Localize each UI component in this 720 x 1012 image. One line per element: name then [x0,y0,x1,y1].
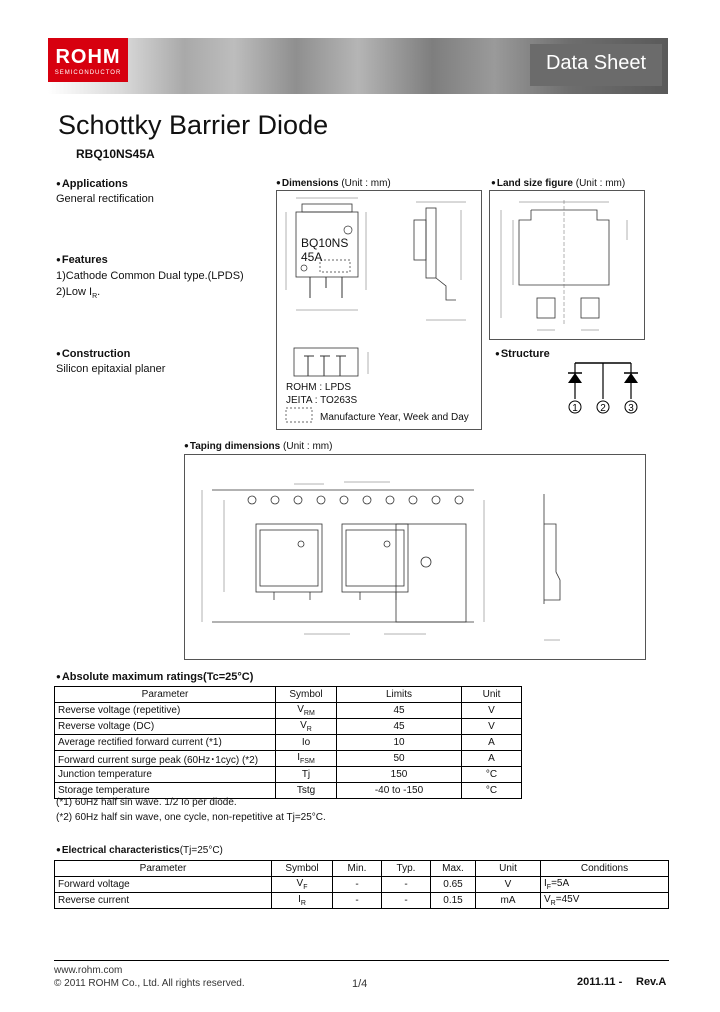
elec-col-typ: Typ. [382,861,431,877]
table-row [55,735,522,751]
elec-cond [541,893,669,909]
elec-typ: - [382,893,431,909]
abs-max-symbol-sub: R [306,726,312,733]
table-row [55,751,522,767]
dimensions-marking2: 45A [301,250,323,264]
features-line2-sub: R [92,293,98,301]
footer-page: 1/4 [352,978,368,990]
abs-max-unit: °C [462,767,522,783]
features-line1: 1)Cathode Common Dual type.(LPDS) [56,270,244,282]
abs-max-symbol [276,719,337,735]
abs-max-symbol [276,783,337,799]
abs-max-limit: 45 [337,719,462,735]
abs-max-symbol-sub: RM [303,710,315,717]
elec-cond-post: =45V [555,894,580,905]
structure-pin-3: 3 [628,403,634,414]
abs-max-param: Reverse voltage (repetitive) [55,703,276,719]
features-heading-text: Features [61,254,108,266]
abs-max-symbol [276,703,337,719]
applications-heading-text: Applications [61,178,128,190]
elec-max: 0.65 [431,877,476,893]
features-heading [56,254,108,266]
footer-date: 2011.11 - [577,976,623,988]
abs-max-unit: V [462,719,522,735]
abs-max-symbol-base: Io [301,737,311,748]
logo-main: ROHM [55,46,121,68]
elec-header-row [55,861,669,877]
abs-max-limit: 10 [337,735,462,751]
elec-heading-text: Electrical characteristics [61,845,180,856]
table-row [55,767,522,783]
elec-col-symbol: Symbol [272,861,333,877]
abs-max-unit: °C [462,783,522,799]
elec-col-parameter: Parameter [55,861,272,877]
construction-text: Silicon epitaxial planer [56,363,166,375]
elec-symbol-base: V [296,878,304,889]
structure-heading-text: Structure [500,348,550,360]
abs-max-limit: 150 [337,767,462,783]
elec-param: Reverse current [55,893,272,909]
land-size-heading-text: Land size figure [496,178,573,189]
abs-max-note1: (*1) 60Hz half sin wave. 1/2 Io per diode. [56,797,237,808]
abs-max-header-row [55,687,522,703]
abs-max-unit: A [462,735,522,751]
table-row [55,719,522,735]
taping-unit: (Unit : mm) [283,441,333,452]
abs-max-symbol [276,751,337,767]
abs-max-limit: 45 [337,703,462,719]
dimensions-heading [276,178,391,189]
abs-max-symbol [276,735,337,751]
abs-max-symbol-base: V [300,720,307,731]
elec-min: - [333,893,382,909]
elec-heading [56,845,223,856]
doc-type: Data Sheet [545,52,647,74]
elec-col-max: Max. [431,861,476,877]
footer-url[interactable]: www.rohm.com [54,965,123,976]
part-number: RBQ10NS45A [76,147,155,161]
features-line2-suffix: . [97,286,101,298]
taping-heading-text: Taping dimensions [189,441,281,452]
abs-max-unit: V [462,703,522,719]
land-size-heading [491,178,625,189]
page-title: Schottky Barrier Diode [58,110,329,140]
abs-max-param: Forward current surge peak (60Hz･1cyc) (*2) [55,751,276,767]
elec-cond-sub: R [550,900,556,907]
elec-unit: V [476,877,541,893]
elec-cond-pre: I [544,878,547,889]
applications-heading [56,178,128,190]
elec-symbol-sub: F [303,884,308,891]
taping-drawing [184,454,646,660]
dimensions-rohm: ROHM : LPDS [286,382,352,393]
elec-cond-post: =5A [551,878,570,889]
abs-max-col-parameter: Parameter [55,687,276,703]
construction-heading-text: Construction [61,348,131,360]
structure-heading [495,348,550,360]
elec-cond [541,877,669,893]
abs-max-col-limits: Limits [337,687,462,703]
abs-max-symbol-sub: FSM [300,758,315,765]
abs-max-symbol-base: V [297,704,304,715]
logo-sub: SEMICONDUCTOR [54,70,122,76]
abs-max-param: Reverse voltage (DC) [55,719,276,735]
abs-max-table [54,686,522,799]
dimensions-unit: (Unit : mm) [341,178,391,189]
abs-max-symbol [276,767,337,783]
table-row [55,703,522,719]
abs-max-param: Junction temperature [55,767,276,783]
elec-max: 0.15 [431,893,476,909]
elec-condition: (Tj=25°C) [179,845,223,856]
rohm-logo [48,38,128,82]
features-line2-prefix: 2)Low I [56,286,93,298]
footer-rev: Rev.A [636,976,667,988]
taping-heading [184,441,332,452]
footer-divider [54,960,669,961]
structure-pin-1: 1 [572,403,578,414]
elec-param: Forward voltage [55,877,272,893]
abs-max-param: Storage temperature [55,783,276,799]
abs-max-col-unit: Unit [462,687,522,703]
applications-text: General rectification [56,193,154,205]
structure-diagram [557,361,647,421]
abs-max-col-symbol: Symbol [276,687,337,703]
elec-table [54,860,669,909]
abs-max-note2: (*2) 60Hz half sin wave, one cycle, non-repetitive at Tj=25°C. [56,812,326,823]
dimensions-legend: Manufacture Year, Week and Day [320,412,469,423]
abs-max-symbol-base: I [297,752,300,763]
land-size-unit: (Unit : mm) [575,178,626,189]
elec-symbol [272,893,333,909]
abs-max-param: Average rectified forward current (*1) [55,735,276,751]
elec-col-unit: Unit [476,861,541,877]
dimensions-marking1: BQ10NS [301,236,349,250]
construction-heading [56,348,130,360]
footer-copyright: © 2011 ROHM Co., Ltd. All rights reserved. [54,978,245,989]
table-row [55,877,669,893]
elec-symbol-base: I [298,894,301,905]
abs-max-symbol-base: Tstg [296,785,316,796]
dimensions-jeita: JEITA : TO263S [286,395,358,406]
elec-symbol-sub: R [300,900,306,907]
abs-max-limit: 50 [337,751,462,767]
elec-min: - [333,877,382,893]
land-size-drawing [489,190,645,340]
elec-cond-sub: F [546,884,552,891]
elec-cond-pre: V [544,894,551,905]
abs-max-heading [56,671,253,683]
elec-symbol [272,877,333,893]
structure-pin-2: 2 [600,403,606,414]
features-line2 [56,286,100,300]
abs-max-symbol-base: Tj [301,769,311,780]
elec-col-min: Min. [333,861,382,877]
elec-typ: - [382,877,431,893]
elec-col-conditions: Conditions [541,861,669,877]
abs-max-limit: -40 to -150 [337,783,462,799]
abs-max-unit: A [462,751,522,767]
dimensions-drawing [276,190,482,430]
dimensions-heading-text: Dimensions [281,178,339,189]
elec-unit: mA [476,893,541,909]
table-row [55,893,669,909]
abs-max-heading-text: Absolute maximum ratings(Tc=25°C) [61,671,254,683]
